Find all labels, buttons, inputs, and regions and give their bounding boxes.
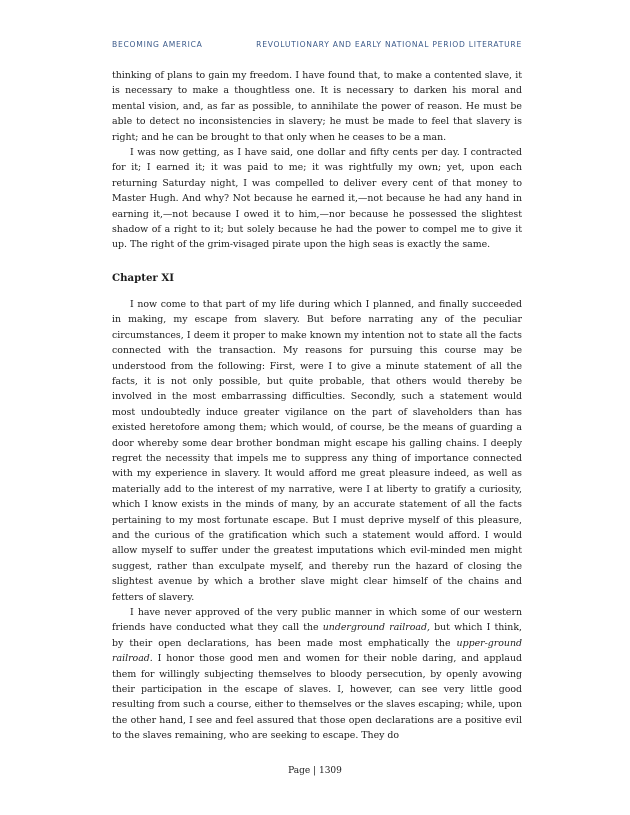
paragraph-3: I now come to that part of my life during which I planned, and finally succeeded in making, my escape from slavery. But before narrating any of the peculiar circumstances, I deem it proper to make known my intention not to state all the facts connected with the transaction. My reasons for pursuing this course may be understood from the following: First, were I to give a minute statement of all the facts, it is not only possible, but quite probable, that others would thereby be involved in the most embarrassing difficulties. Secondly, such a statement would most undoubtedly induce greater vigilance on the part of slaveholders than has existed heretofore among them; which would, of course, be the means of guarding a door whereby some dear brother bondman might escape his galling chains. I deeply regret the necessity that impels me to suppress any thing of importance connected with my experience in slavery. It would afford me great pleasure indeed, as well as materially add to the interest of my narrative, were I at liberty to gratify a curiosity, which I know exists in the minds of many, by an accurate statement of all the facts pertaining to my most fortunate escape. But I must deprive myself of this pleasure, and the curious of the gratification which such a statement would afford. I would allow myself to suffer under the greatest imputations which evil-minded men might suggest, rather than exculpate myself, and thereby run the hazard of closing the slightest avenue by which a brother slave might clear himself of the chains and fetters of slavery. bbox=[112, 298, 522, 603]
page-footer bbox=[0, 766, 630, 776]
paragraph-4-text-b: but which I think, by their open declarations, has been made most emphatically the bbox=[112, 622, 522, 649]
header-section-title: REVOLUTIONARY AND EARLY NATIONAL PERIOD LITERATURE bbox=[256, 40, 522, 49]
paragraph-2: I was now getting, as I have said, one dollar and fifty cents per day. I contracted for it; I earned it; it was paid to me; it was rightfully my own; yet, upon each returning Saturday night, I was compelled to deliver every cent of that money to Master Hugh. And why? Not because he earned it,—not because he had any hand in earning it,—not because I owed it to him,—nor because he possessed the slightest shadow of a right to it; but solely because he had the power to compel me to give it up. The right of the grim-visaged pirate upon the high seas is exactly the same. bbox=[112, 147, 522, 251]
paragraph-4-text-a: I have never approved of the very public manner in which some of our western friends have conducted what they call the bbox=[112, 607, 522, 634]
chapter-heading: Chapter XI bbox=[112, 271, 175, 284]
page-body bbox=[112, 68, 522, 744]
paragraph-4-emphasis-underground: underground railroad, bbox=[322, 622, 430, 634]
paragraph-1: thinking of plans to gain my freedom. I have found that, to make a contented slave, it is necessary to make a thoughtless one. It is necessary to darken his moral and mental vision, and, as far as possible, to annihilate the power of reason. He must be able to detect no inconsistencies in slavery; he must be made to feel that slavery is right; and he can be brought to that only when he ceases to be a man. bbox=[112, 70, 522, 143]
paragraph-4-emphasis-upperground: upper-ground railroad. bbox=[112, 637, 522, 665]
header-book-title: BECOMING AMERICA bbox=[112, 40, 203, 49]
paragraph-4-text-c: I honor those good men and women for their noble daring, and applaud them for willingly subjecting themselves to bloody persecution, by openly avowing their participation in the escape of slaves. I, however, can see very little good resulting from such a course, either to themselves or the slaves escaping; while, upon the other hand, I see and feel assured that those open declarations are a positive evil to the slaves remaining, who are seeking to escape. They do bbox=[112, 653, 522, 742]
paragraph-4 bbox=[112, 605, 522, 744]
running-header bbox=[112, 40, 522, 49]
page-number: Page | 1309 bbox=[288, 766, 342, 776]
